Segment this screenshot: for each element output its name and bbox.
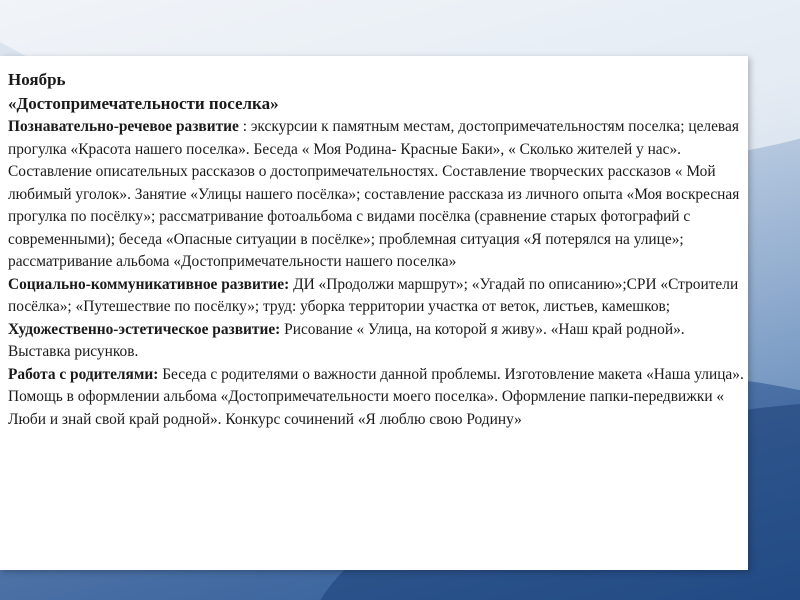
- section-text: Рисование « Улица, на которой я живу». «Наш край родной». Выставка рисунков.: [8, 320, 685, 360]
- section-text: ДИ «Продолжи маршрут»; «Угадай по описанию»;СРИ «Строители посёлка»; «Путешествие по посёлку»; труд: уборка территории участка от веток, листьев, камешков;: [8, 275, 739, 315]
- section-heading: Социально-коммуникативное развитие:: [8, 275, 290, 293]
- section-text: Беседа с родителями о важности данной проблемы. Изготовление макета «Наша улица». Помощь в оформлении альбома «Достопримечательности моего поселка». Оформление папки-передвижки « Люби и знай свой край родной». Конкурс сочинений «Я люблю свою Родину»: [8, 365, 744, 428]
- section-parents: [8, 364, 746, 432]
- section-heading: Познавательно-речевое развитие: [8, 118, 239, 135]
- section-text: : экскурсии к памятным местам, достопримечательностям поселка; целевая прогулка «Красота нашего поселка». Беседа « Моя Родина- Красные Баки», « Сколько жителей у нас». Составление описательных рассказов о достопримечательностях. Составление творческих рассказов « Мой любимый уголок». Занятие «Улицы нашего посёлка»; составление рассказа из личного опыта «Моя воскресная прогулка по посёлку»; рассматривание фотоальбома с видами посёлка (сравнение старых фотографий с современными); беседа «Опасные ситуации в посёлке»; проблемная ситуация «Я потерялся на улице»; рассматривание альбома «Достопримечательности нашего поселка»: [8, 118, 740, 270]
- section-heading: Художественно-эстетическое развитие:: [8, 320, 281, 338]
- section-heading: Работа с родителями:: [8, 365, 159, 383]
- slide-content: [8, 68, 746, 431]
- section-artistic: [8, 319, 746, 364]
- section-cognitive: [8, 116, 746, 274]
- month-title: Ноябрь: [8, 70, 66, 89]
- topic-title: «Достопримечательности поселка»: [8, 94, 279, 113]
- section-social: [8, 274, 746, 319]
